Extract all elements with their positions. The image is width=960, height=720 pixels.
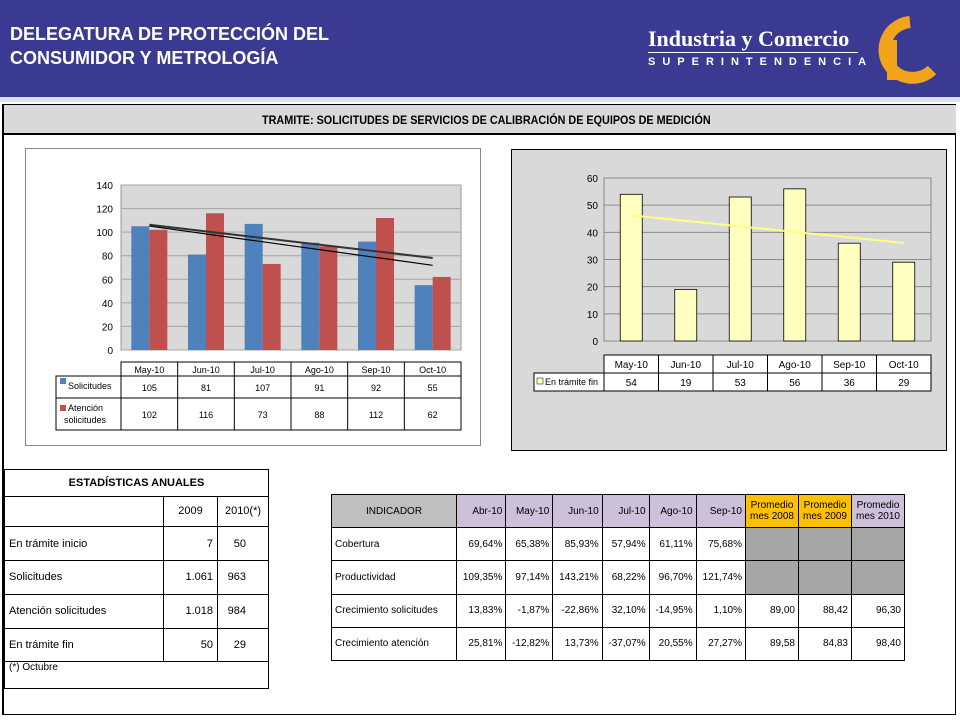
data-table-value: 107	[255, 383, 271, 393]
legend-label: Atención	[68, 403, 104, 413]
y-tick-label: 0	[592, 337, 598, 348]
x-tick-label: Jul-10	[250, 365, 275, 375]
data-table-value: 112	[368, 410, 384, 420]
annual-stats-table	[4, 469, 269, 689]
table-row	[332, 627, 905, 660]
bar-solicitudes	[245, 224, 263, 350]
indicator-cell: 85,93%	[553, 528, 602, 561]
y-tick-label: 140	[96, 181, 113, 192]
indicator-cell: -14,95%	[649, 594, 696, 627]
legend-key	[60, 405, 66, 411]
data-table-value: 53	[734, 378, 746, 389]
table-row	[332, 528, 905, 561]
stats-row-2009: 50	[164, 628, 218, 662]
bar-atencin-solicitudes	[319, 246, 337, 350]
bar-solicitudes	[415, 285, 433, 350]
sic-logo	[870, 10, 950, 90]
bar-atencin-solicitudes	[433, 277, 451, 350]
data-table-value: 102	[141, 410, 157, 420]
chart-en-tramite	[511, 149, 947, 451]
bar-atencin-solicitudes	[376, 218, 394, 350]
data-table-value: 91	[314, 383, 325, 393]
bar-en-tramite-fin	[838, 243, 860, 341]
indicator-cell: -1,87%	[506, 594, 553, 627]
title-line-1: DELEGATURA DE PROTECCIÓN DEL	[10, 24, 330, 44]
indicator-header-label: INDICADOR	[332, 495, 457, 528]
table-row	[332, 561, 905, 594]
data-table-value: 54	[625, 378, 637, 389]
table-row	[5, 527, 269, 561]
legend-label: solicitudes	[64, 415, 107, 425]
indicator-header-row	[332, 495, 905, 528]
brand-subtitle: SUPERINTENDENCIA	[648, 56, 874, 68]
y-tick-label: 40	[101, 298, 113, 310]
indicator-header-cell: Jun-10	[553, 495, 602, 528]
x-tick-label: May-10	[134, 365, 165, 375]
x-tick-label: Jul-10	[726, 360, 754, 371]
indicator-row-label: Cobertura	[332, 528, 457, 561]
bar-atencin-solicitudes	[263, 264, 281, 350]
data-table-value: 105	[141, 383, 157, 393]
indicator-cell: 143,21%	[553, 561, 602, 594]
indicator-cell: 96,70%	[649, 561, 696, 594]
data-table-value: 56	[789, 378, 801, 389]
indicator-cell: 75,68%	[696, 528, 745, 561]
bar-en-tramite-fin	[729, 197, 751, 341]
indicator-cell: 57,94%	[602, 528, 649, 561]
indicator-cell: 20,55%	[649, 627, 696, 660]
stats-row-label: En trámite fin	[5, 628, 164, 662]
y-tick-label: 30	[586, 255, 598, 267]
stats-title: ESTADÍSTICAS ANUALES	[5, 470, 269, 497]
legend-label: En trámite fin	[545, 377, 599, 387]
data-table-value: 36	[843, 378, 855, 389]
indicator-cell: 61,11%	[649, 528, 696, 561]
stats-row-2010: 963	[218, 561, 269, 595]
indicator-header-cell: Jul-10	[602, 495, 649, 528]
stats-row-label: Atención solicitudes	[5, 594, 164, 628]
indicator-cell: 96,30	[852, 594, 905, 627]
bar-en-tramite-fin	[893, 262, 915, 341]
chart-solicitudes-svg	[26, 149, 480, 445]
y-tick-label: 60	[101, 275, 113, 287]
page-title	[10, 22, 410, 70]
indicator-cell: 89,58	[746, 627, 799, 660]
indicator-cell: 13,73%	[553, 627, 602, 660]
indicator-header-cell: Promedio mes 2010	[852, 495, 905, 528]
y-tick-label: 80	[101, 251, 113, 263]
indicator-cell: 84,83	[799, 627, 852, 660]
stats-row-2010: 50	[218, 527, 269, 561]
indicator-cell: 25,81%	[457, 627, 506, 660]
bar-solicitudes	[131, 226, 149, 350]
stats-row-2010: 29	[218, 628, 269, 662]
y-tick-label: 10	[586, 309, 598, 321]
indicator-header-cell: Promedio mes 2008	[746, 495, 799, 528]
stats-row-label: En trámite inicio	[5, 527, 164, 561]
bar-solicitudes	[301, 243, 319, 350]
data-table-value: 29	[898, 378, 910, 389]
bar-solicitudes	[358, 242, 376, 350]
indicator-cell: 1,10%	[696, 594, 745, 627]
header-separator	[0, 97, 960, 102]
indicator-cell: 88,42	[799, 594, 852, 627]
stats-row-2009: 7	[164, 527, 218, 561]
x-tick-label: Jun-10	[192, 365, 220, 375]
tramite-banner	[4, 105, 956, 135]
stats-corner	[5, 496, 164, 527]
indicator-cell: 65,38%	[506, 528, 553, 561]
legend-key	[537, 378, 543, 384]
bar-en-tramite-fin	[784, 189, 806, 341]
table-row	[5, 594, 269, 628]
y-tick-label: 50	[586, 201, 598, 213]
data-table-value: 73	[257, 410, 268, 420]
x-tick-label: Sep-10	[361, 365, 391, 375]
indicator-table	[331, 494, 905, 661]
bar-atencin-solicitudes	[149, 230, 167, 350]
stats-row-2010: 984	[218, 594, 269, 628]
indicator-cell	[852, 528, 905, 561]
indicator-cell: -22,86%	[553, 594, 602, 627]
content-panel	[2, 104, 956, 715]
legend-label: Solicitudes	[68, 381, 112, 391]
bar-en-tramite-fin	[675, 289, 697, 341]
indicator-cell: 121,74%	[696, 561, 745, 594]
y-tick-label: 120	[96, 204, 113, 216]
indicator-cell: -37,07%	[602, 627, 649, 660]
y-tick-label: 20	[586, 282, 598, 294]
indicator-header-cell: Abr-10	[457, 495, 506, 528]
stats-col-2009: 2009	[164, 496, 218, 527]
data-table-value: 81	[200, 383, 212, 393]
table-row	[5, 561, 269, 595]
legend-key	[60, 378, 66, 384]
x-tick-label: Oct-10	[888, 360, 919, 371]
indicator-cell	[799, 561, 852, 594]
x-tick-label: Jun-10	[670, 360, 702, 371]
data-table-value: 88	[314, 410, 325, 420]
stats-col-2010: 2010(*)	[218, 496, 269, 527]
indicator-cell: 98,40	[852, 627, 905, 660]
tramite-title: TRAMITE: SOLICITUDES DE SERVICIOS DE CALIBRACIÓN DE EQUIPOS DE MEDICIÓN	[262, 113, 711, 127]
data-table-value: 55	[427, 383, 438, 393]
indicator-cell: 97,14%	[506, 561, 553, 594]
brand-divider	[648, 52, 858, 53]
indicator-cell	[746, 528, 799, 561]
indicator-cell: 32,10%	[602, 594, 649, 627]
y-tick-label: 100	[96, 228, 113, 240]
indicator-cell	[799, 528, 852, 561]
y-tick-label: 40	[586, 228, 598, 240]
x-tick-label: Oct-10	[419, 365, 447, 375]
x-tick-label: Sep-10	[833, 360, 866, 371]
indicator-row-label: Crecimiento atención	[332, 627, 457, 660]
stats-row-label: Solicitudes	[5, 561, 164, 595]
data-table-value: 19	[680, 378, 692, 389]
chart-en-tramite-svg	[512, 150, 946, 450]
table-row	[5, 628, 269, 662]
x-tick-label: Ago-10	[778, 360, 811, 371]
stats-row-2009: 1.018	[164, 594, 218, 628]
chart-solicitudes	[25, 148, 481, 446]
y-tick-label: 60	[586, 174, 598, 185]
data-table-value: 116	[198, 410, 214, 420]
indicator-header-cell: May-10	[506, 495, 553, 528]
data-table-value: 62	[427, 410, 438, 420]
indicator-cell: 27,27%	[696, 627, 745, 660]
x-tick-label: Ago-10	[304, 365, 334, 375]
indicator-cell	[852, 561, 905, 594]
indicator-cell: -12,82%	[506, 627, 553, 660]
table-row	[332, 594, 905, 627]
stats-footnote: (*) Octubre	[5, 662, 269, 689]
indicator-header-cell: Ago-10	[649, 495, 696, 528]
indicator-cell: 13,83%	[457, 594, 506, 627]
bar-solicitudes	[188, 255, 206, 350]
indicator-row-label: Productividad	[332, 561, 457, 594]
indicator-header-cell: Promedio mes 2009	[799, 495, 852, 528]
data-table-value: 92	[370, 383, 382, 393]
indicator-header-cell: Sep-10	[696, 495, 745, 528]
brand-name: Industria y Comercio	[648, 26, 850, 51]
plot-area	[121, 185, 461, 350]
indicator-cell	[746, 561, 799, 594]
indicator-cell: 89,00	[746, 594, 799, 627]
y-tick-label: 0	[107, 346, 113, 357]
indicator-cell: 68,22%	[602, 561, 649, 594]
y-tick-label: 20	[101, 322, 113, 334]
x-tick-label: May-10	[614, 360, 648, 371]
stats-row-2009: 1.061	[164, 561, 218, 595]
indicator-cell: 69,64%	[457, 528, 506, 561]
indicator-cell: 109,35%	[457, 561, 506, 594]
header-bar	[0, 0, 960, 97]
title-line-2: CONSUMIDOR Y METROLOGÍA	[10, 48, 279, 68]
indicator-row-label: Crecimiento solicitudes	[332, 594, 457, 627]
